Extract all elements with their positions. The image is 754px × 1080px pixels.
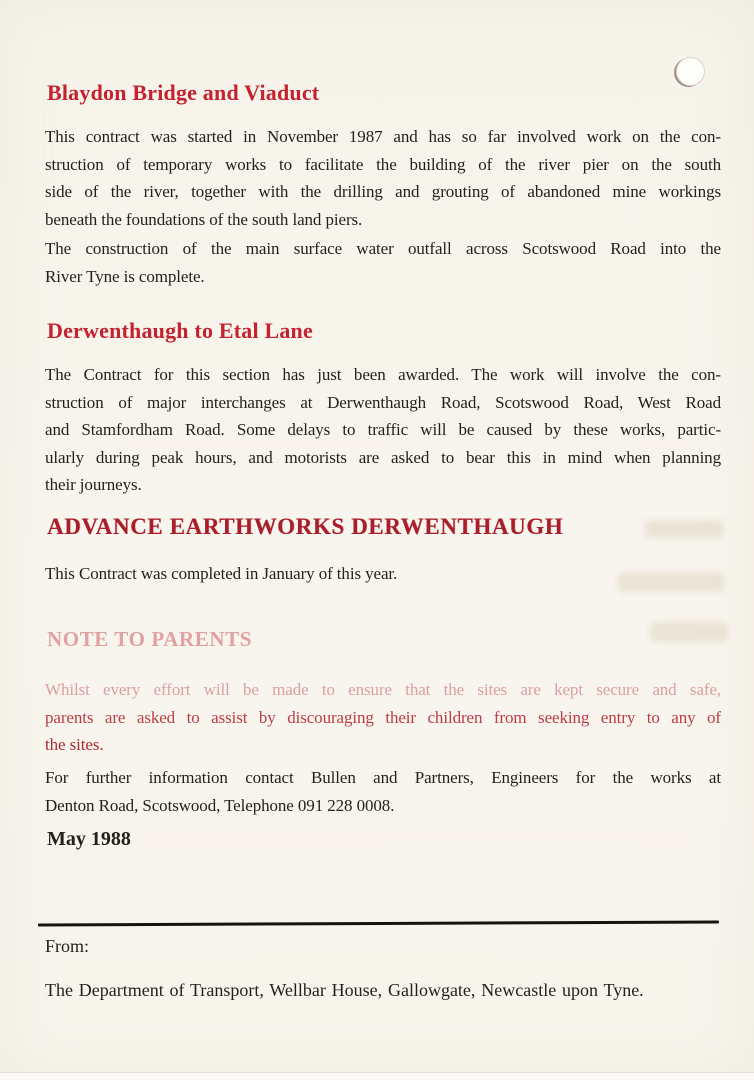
divider-rule bbox=[38, 921, 719, 927]
section-heading-advance-earthworks: ADVANCE EARTHWORKS DERWENTHAUGH bbox=[47, 514, 564, 539]
body-text-line: Denton Road, Scotswood, Telephone 091 228 0008. bbox=[45, 795, 395, 815]
body-text-line: The Contract for this section has just been awarded. The work will involve the con- bbox=[45, 365, 721, 384]
body-text-line: side of the river, together with the drilling and grouting of abandoned mine workings bbox=[45, 182, 721, 201]
body-text-line: This Contract was completed in January of this year. bbox=[45, 564, 398, 583]
body-text-line: their journeys. bbox=[45, 475, 142, 494]
department-line: The Department of Transport, Wellbar House, Gallowgate, Newcastle upon Tyne. bbox=[45, 980, 644, 1000]
section-heading-blaydon-bridge: Blaydon Bridge and Viaduct bbox=[47, 80, 320, 105]
hole-punch bbox=[676, 57, 705, 86]
ink-ghost-mark bbox=[645, 520, 723, 538]
ink-ghost-mark bbox=[650, 622, 728, 642]
body-text-line: struction of major interchanges at Derwenthaugh Road, Scotswood Road, West Road bbox=[45, 392, 721, 412]
from-label: From: bbox=[45, 936, 90, 956]
body-text-line: River Tyne is complete. bbox=[45, 266, 205, 286]
body-text-line: parents are asked to assist by discouraging their children from seeking entry to any of bbox=[45, 707, 721, 727]
paragraph-advance-earthworks bbox=[45, 560, 721, 588]
body-text-line: the sites. bbox=[45, 735, 104, 754]
body-text-line: This contract was started in November 1987 and has so far involved work on the con- bbox=[45, 127, 721, 146]
body-text-line: Whilst every effort will be made to ensure that the sites are kept secure and safe, bbox=[45, 680, 721, 699]
body-text-line: struction of temporary works to facilitate the building of the river pier on the south bbox=[45, 154, 721, 174]
paragraph-blaydon-2 bbox=[45, 235, 721, 290]
body-text-line: beneath the foundations of the south land piers. bbox=[45, 209, 363, 229]
paragraph-blaydon-1 bbox=[45, 123, 721, 233]
body-text-line: ularly during peak hours, and motorists are asked to bear this in mind when planning bbox=[45, 447, 721, 467]
date-text: May 1988 bbox=[47, 828, 131, 850]
paragraph-derwenthaugh bbox=[45, 361, 721, 499]
section-heading-note-to-parents: NOTE TO PARENTS bbox=[47, 627, 253, 651]
body-text-line: For further information contact Bullen and Partners, Engineers for the works at bbox=[45, 768, 721, 787]
body-text-line: and Stamfordham Road. Some delays to traffic will be caused by these works, partic- bbox=[45, 420, 721, 439]
scan-edge-strip bbox=[0, 1072, 754, 1080]
section-heading-derwenthaugh-etal: Derwenthaugh to Etal Lane bbox=[47, 318, 313, 343]
paragraph-note-to-parents bbox=[45, 676, 721, 759]
paragraph-contact-info bbox=[45, 764, 721, 819]
body-text-line: The construction of the main surface water outfall across Scotswood Road into the bbox=[45, 239, 721, 258]
